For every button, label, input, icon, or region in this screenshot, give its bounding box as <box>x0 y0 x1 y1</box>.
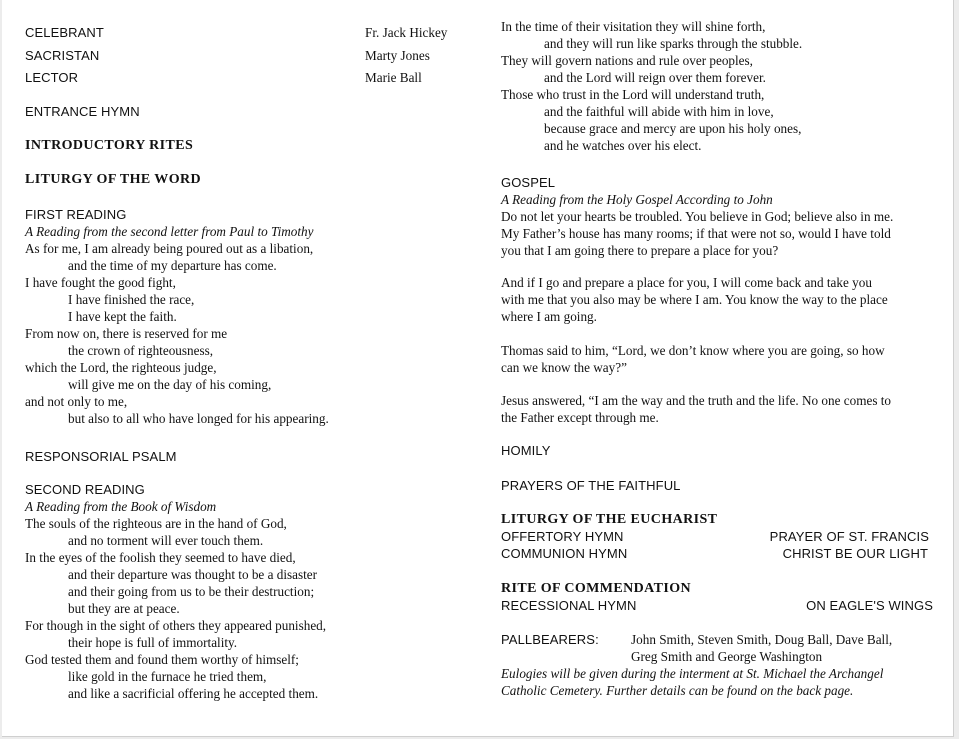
recessional-song: ON EAGLE'S WINGS <box>806 598 933 613</box>
reading-line: but they are at peace. <box>68 601 180 616</box>
communion-song: CHRIST BE OUR LIGHT <box>782 546 928 561</box>
rite-commendation-heading: RITE OF COMMENDATION <box>501 581 691 596</box>
second-reading-title: SECOND READING <box>25 482 145 497</box>
reading-line: the crown of righteousness, <box>68 343 214 358</box>
gospel-line: you that I am going there to prepare a place for you? <box>501 243 779 258</box>
gospel-source: A Reading from the Holy Gospel According to John <box>501 192 773 207</box>
pallbearers-names: Greg Smith and George Washington <box>631 649 823 664</box>
reading-line: which the Lord, the righteous judge, <box>25 360 217 375</box>
communion-label: COMMUNION HYMN <box>501 546 628 561</box>
first-reading-source: A Reading from the second letter from Paul to Timothy <box>25 224 314 239</box>
liturgy-eucharist-heading: LITURGY OF THE EUCHARIST <box>501 512 718 527</box>
gospel-line: My Father’s house has many rooms; if that were not so, would I have told <box>501 226 891 241</box>
offertory-song: PRAYER OF ST. FRANCIS <box>769 529 929 544</box>
reading-line: The souls of the righteous are in the hand of God, <box>25 516 287 531</box>
reading-line: For though in the sight of others they appeared punished, <box>25 618 327 633</box>
responsorial-psalm-heading: RESPONSORIAL PSALM <box>25 449 177 464</box>
reading-line: From now on, there is reserved for me <box>25 326 228 341</box>
reading-line: because grace and mercy are upon his holy ones, <box>544 121 802 136</box>
reading-line: and no torment will ever touch them. <box>68 533 264 548</box>
reading-line: like gold in the furnace he tried them, <box>68 669 267 684</box>
lector-role: LECTOR <box>25 70 79 85</box>
pallbearers-label: PALLBEARERS: <box>501 632 599 647</box>
reading-line: will give me on the day of his coming, <box>68 377 272 392</box>
reading-line: In the eyes of the foolish they seemed to have died, <box>25 550 296 565</box>
reading-line: and the time of my departure has come. <box>68 258 277 273</box>
eulogy-note: Eulogies will be given during the interment at St. Michael the Archangel <box>501 666 884 681</box>
gospel-line: Do not let your hearts be troubled. You believe in God; believe also in me. <box>501 209 894 224</box>
reading-line: and the Lord will reign over them forever. <box>544 70 766 85</box>
reading-line: They will govern nations and rule over peoples, <box>501 53 753 68</box>
gospel-title: GOSPEL <box>501 175 556 190</box>
reading-line: and he watches over his elect. <box>544 138 702 153</box>
reading-line: and like a sacrificial offering he accepted them. <box>68 686 319 701</box>
gospel-line: the Father except through me. <box>501 410 659 425</box>
offertory-label: OFFERTORY HYMN <box>501 529 624 544</box>
reading-line: and their departure was thought to be a disaster <box>68 567 318 582</box>
reading-line: I have finished the race, <box>68 292 195 307</box>
gospel-line: can we know the way?” <box>501 360 627 375</box>
gospel-line: where I am going. <box>501 309 597 324</box>
reading-line: As for me, I am already being poured out as a libation, <box>25 241 314 256</box>
gospel-line: Thomas said to him, “Lord, we don’t know where you are going, so how <box>501 343 885 358</box>
sacristan-role: SACRISTAN <box>25 48 100 63</box>
first-reading-title: FIRST READING <box>25 207 127 222</box>
liturgy-word-heading: LITURGY OF THE WORD <box>25 172 202 187</box>
reading-line: I have kept the faith. <box>68 309 177 324</box>
eulogy-note: Catholic Cemetery. Further details can be found on the back page. <box>501 683 854 698</box>
reading-line: but also to all who have longed for his appearing. <box>68 411 329 426</box>
second-reading-source: A Reading from the Book of Wisdom <box>25 499 217 514</box>
program-page <box>2 0 954 737</box>
reading-line: God tested them and found them worthy of himself; <box>25 652 299 667</box>
recessional-label: RECESSIONAL HYMN <box>501 598 637 613</box>
reading-line: and not only to me, <box>25 394 128 409</box>
gospel-line: And if I go and prepare a place for you, I will come back and take you <box>501 275 872 290</box>
reading-line: and the faithful will abide with him in love, <box>544 104 774 119</box>
reading-line: their hope is full of immortality. <box>68 635 238 650</box>
reading-line: Those who trust in the Lord will understand truth, <box>501 87 765 102</box>
gospel-line: Jesus answered, “I am the way and the truth and the life. No one comes to <box>501 393 892 408</box>
introductory-rites-heading: INTRODUCTORY RITES <box>25 138 194 153</box>
lector-name: Marie Ball <box>365 70 422 85</box>
reading-line: I have fought the good fight, <box>25 275 176 290</box>
entrance-hymn-heading: ENTRANCE HYMN <box>25 104 140 119</box>
celebrant-name: Fr. Jack Hickey <box>365 25 448 40</box>
reading-line: and their going from us to be their destruction; <box>68 584 315 599</box>
gospel-line: with me that you also may be where I am. You know the way to the place <box>501 292 888 307</box>
prayers-faithful-heading: PRAYERS OF THE FAITHFUL <box>501 478 681 493</box>
homily-heading: HOMILY <box>501 443 551 458</box>
celebrant-role: CELEBRANT <box>25 25 104 40</box>
reading-line: In the time of their visitation they will shine forth, <box>501 19 766 34</box>
sacristan-name: Marty Jones <box>365 48 430 63</box>
pallbearers-names: John Smith, Steven Smith, Doug Ball, Dave Ball, <box>631 632 893 647</box>
reading-line: and they will run like sparks through the stubble. <box>544 36 803 51</box>
